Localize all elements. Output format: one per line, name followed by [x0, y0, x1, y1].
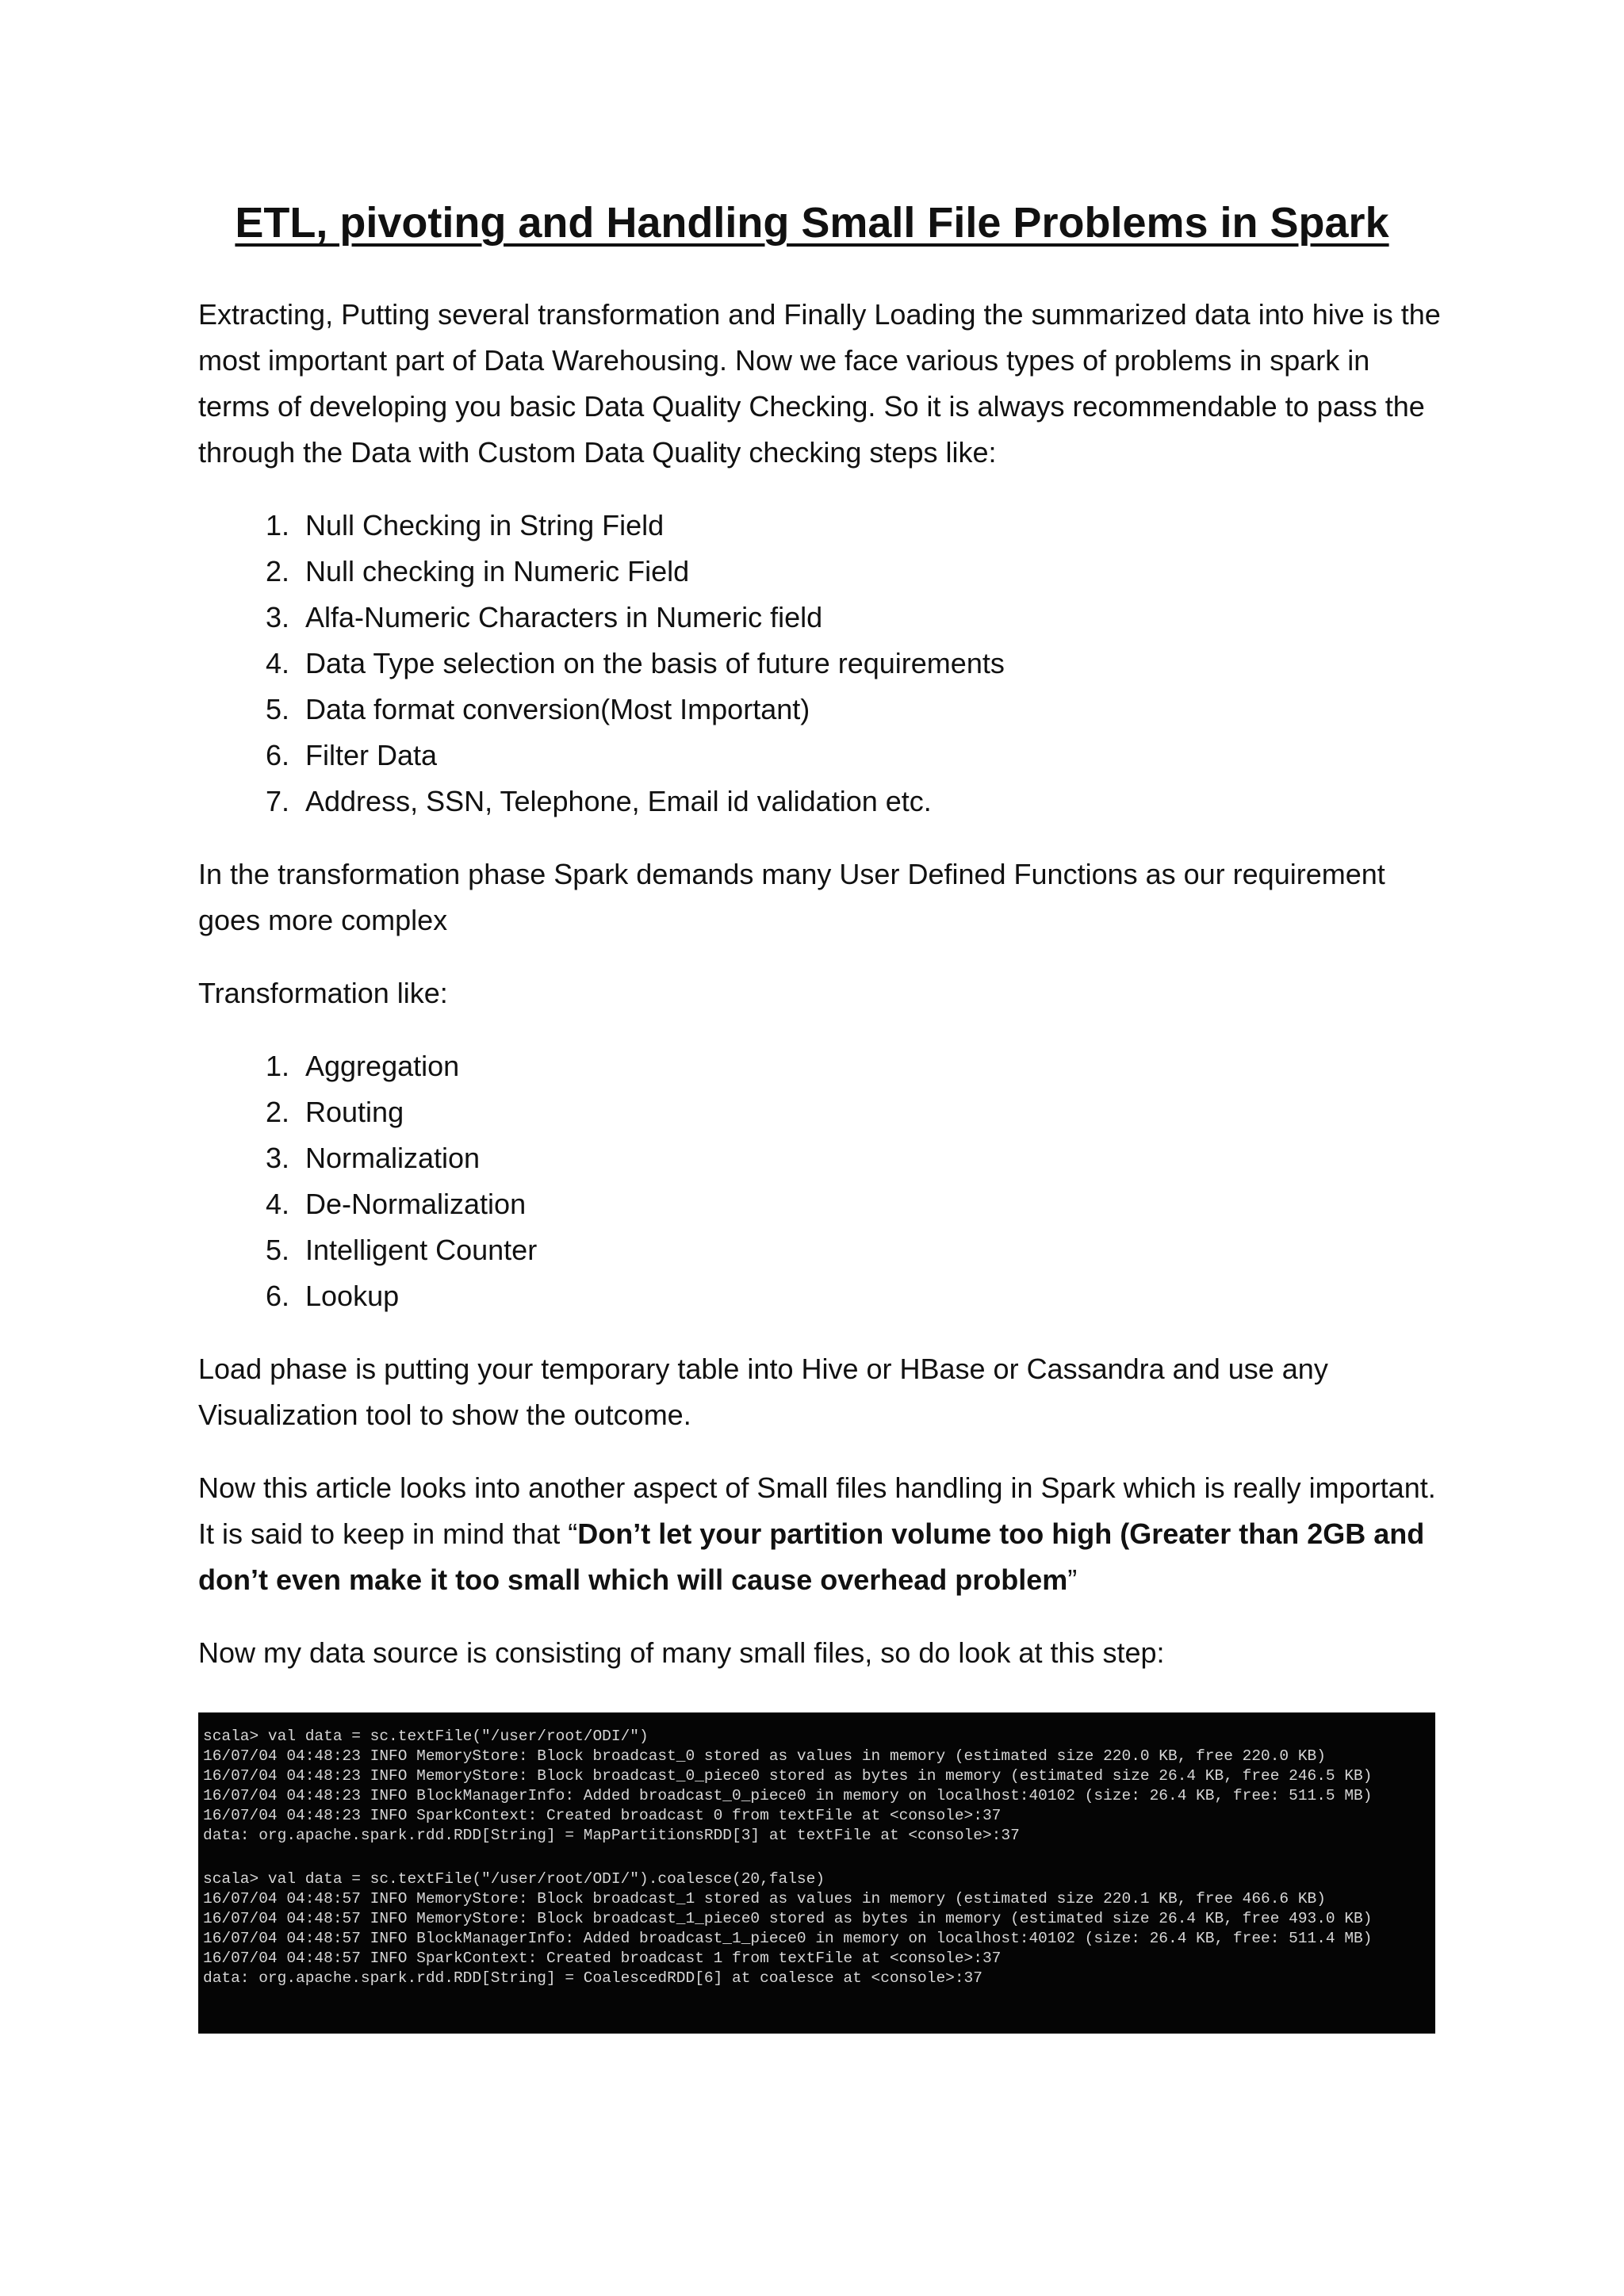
terminal-line: scala> val data = sc.textFile("/user/root/ODI/").coalesce(20,false) — [203, 1870, 825, 1888]
list-item: 4. Data Type selection on the basis of future requirements — [297, 641, 1443, 687]
list-item: 2. Routing — [297, 1089, 1443, 1135]
list-item: 2. Null checking in Numeric Field — [297, 549, 1443, 595]
terminal-block-textfile — [203, 1727, 1431, 1846]
terminal-line: 16/07/04 04:48:57 INFO BlockManagerInfo: Added broadcast_1_piece0 in memory on localhost:40102 (size: 26.4 KB, free: 511.4 MB) — [203, 1930, 1373, 1947]
data-source-paragraph: Now my data source is consisting of many small files, so do look at this step: — [198, 1636, 1165, 1669]
terminal-block-coalesce — [203, 1869, 1431, 1988]
terminal-line: 16/07/04 04:48:57 INFO SparkContext: Created broadcast 1 from textFile at <console>:37 — [203, 1950, 1002, 1967]
terminal-screenshot — [198, 1712, 1435, 2034]
small-files-text: Now this article looks into another aspect of Small files handling in Spark which is really important. It is said to keep in mind that “ — [198, 1471, 1436, 1550]
list-item: 4. De-Normalization — [297, 1181, 1443, 1227]
list-item: 3. Normalization — [297, 1135, 1443, 1181]
page-title: ETL, pivoting and Handling Small File Problems in Spark — [235, 199, 1389, 247]
terminal-line: 16/07/04 04:48:23 INFO BlockManagerInfo: Added broadcast_0_piece0 in memory on localhost:40102 (size: 26.4 KB, free: 511.5 MB) — [203, 1787, 1373, 1804]
transformation-label: Transformation like: — [198, 977, 448, 1009]
list-item: 1. Aggregation — [297, 1043, 1443, 1089]
terminal-line: 16/07/04 04:48:23 INFO MemoryStore: Block broadcast_0 stored as values in memory (estimated size 220.0 KB, free 220.0 KB) — [203, 1747, 1326, 1765]
transformations-list — [198, 1043, 1443, 1319]
terminal-line: scala> val data = sc.textFile("/user/root/ODI/") — [203, 1728, 649, 1745]
terminal-line: 16/07/04 04:48:57 INFO MemoryStore: Block broadcast_1_piece0 stored as bytes in memory (estimated size 26.4 KB, free 493.0 KB) — [203, 1910, 1373, 1927]
list-item: 5. Intelligent Counter — [297, 1227, 1443, 1273]
document-body — [198, 292, 1443, 1703]
small-files-emphasis: Don’t let your partition volume too high (Greater than 2GB and don’t even make it too small which will cause overhead problem — [198, 1517, 1425, 1596]
intro-paragraph: Extracting, Putting several transformation and Finally Loading the summarized data into hive is the most important part of Data Warehousing. Now we face various types of problems in spark in terms of developing you basic Data Quality Checking. So it is always recommendable to pass the through the Data with Custom Data Quality checking steps like: — [198, 298, 1441, 469]
terminal-line: 16/07/04 04:48:23 INFO SparkContext: Created broadcast 0 from textFile at <console>:37 — [203, 1807, 1002, 1824]
terminal-line: data: org.apache.spark.rdd.RDD[String] = MapPartitionsRDD[3] at textFile at <console>:37 — [203, 1827, 1020, 1844]
transformation-paragraph: In the transformation phase Spark demands many User Defined Functions as our requirement goes more complex — [198, 858, 1385, 936]
terminal-line: data: org.apache.spark.rdd.RDD[String] = CoalescedRDD[6] at coalesce at <console>:37 — [203, 1969, 982, 1987]
load-phase-paragraph: Load phase is putting your temporary table into Hive or HBase or Cassandra and use any Visualization tool to show the outcome. — [198, 1353, 1328, 1431]
small-files-paragraph — [198, 1465, 1443, 1603]
small-files-closing-quote: ” — [1067, 1563, 1078, 1596]
terminal-line: 16/07/04 04:48:57 INFO MemoryStore: Block broadcast_1 stored as values in memory (estimated size 220.1 KB, free 466.6 KB) — [203, 1890, 1326, 1908]
list-item: 5. Data format conversion(Most Important) — [297, 687, 1443, 733]
list-item: 1. Null Checking in String Field — [297, 503, 1443, 549]
quality-steps-list — [198, 503, 1443, 825]
list-item: 3. Alfa-Numeric Characters in Numeric field — [297, 595, 1443, 641]
list-item: 7. Address, SSN, Telephone, Email id validation etc. — [297, 779, 1443, 825]
list-item: 6. Filter Data — [297, 733, 1443, 779]
terminal-line: 16/07/04 04:48:23 INFO MemoryStore: Block broadcast_0_piece0 stored as bytes in memory (estimated size 26.4 KB, free 246.5 KB) — [203, 1767, 1373, 1785]
list-item: 6. Lookup — [297, 1273, 1443, 1319]
